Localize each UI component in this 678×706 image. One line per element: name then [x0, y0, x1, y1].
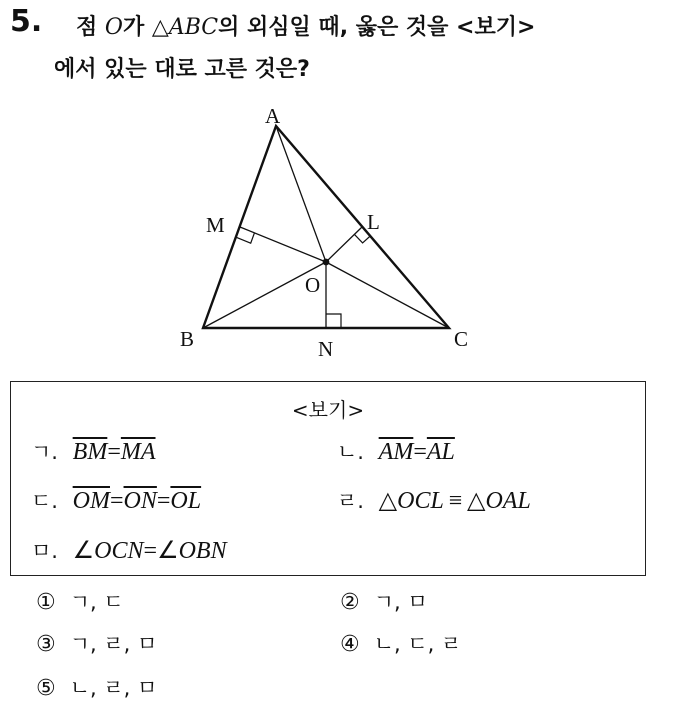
segment-mo: [240, 227, 326, 262]
item-label: ㄹ.: [337, 489, 364, 513]
question-number: 5.: [10, 4, 43, 39]
angle-symbol: ∠: [72, 538, 95, 564]
point-o-symbol: O: [104, 15, 123, 40]
question-text-b: 가: [122, 15, 152, 40]
choice-text: ㄱ, ㄷ: [69, 590, 124, 614]
triangle-abc-symbol: ABC: [168, 15, 219, 40]
item-label: ㅁ.: [31, 539, 58, 563]
choice-text: ㄱ, ㄹ, ㅁ: [69, 632, 158, 656]
choice-3[interactable]: [36, 628, 157, 658]
item-label: ㄷ.: [31, 489, 58, 513]
segment-ol: $\overline{OL}$: [170, 488, 202, 514]
segment-ma: $\overline{MA}$: [120, 439, 156, 465]
choice-4[interactable]: [340, 628, 461, 658]
choice-2[interactable]: [340, 586, 428, 616]
label-o: O: [305, 273, 321, 297]
label-l: L: [367, 210, 380, 234]
label-b: B: [180, 327, 195, 351]
segment-om: $\overline{OM}$: [72, 488, 110, 514]
choice-number: ②: [340, 590, 360, 615]
bogi-box: [10, 381, 646, 576]
equals-sign: =: [156, 488, 171, 514]
bogi-item-3: [31, 485, 201, 515]
choice-number: ③: [36, 632, 56, 657]
choice-text: ㄱ, ㅁ: [373, 590, 428, 614]
triangle-symbol: △: [466, 488, 486, 514]
label-m: M: [206, 213, 225, 237]
choice-5[interactable]: [36, 672, 157, 702]
angle-ocn: OCN: [94, 538, 144, 564]
bogi-item-4: [337, 485, 531, 515]
question-text-c: 의 외심일 때, 옳은 것을 <보기>: [218, 15, 536, 40]
bogi-item-2: [337, 436, 455, 466]
right-angle-mark-m: [236, 233, 254, 243]
equals-sign: =: [109, 488, 124, 514]
right-angle-mark-n: [326, 314, 341, 328]
triangle-ocl: OCL: [397, 488, 444, 514]
circumcenter-o: [323, 259, 330, 266]
segment-lo: [326, 227, 362, 262]
angle-obn: OBN: [178, 538, 227, 564]
question-line-2: 에서 있는 대로 고른 것은?: [54, 57, 310, 82]
segment-am: $\overline{AM}$: [378, 439, 414, 465]
choice-number: ④: [340, 632, 360, 657]
triangle-symbol: △: [151, 15, 169, 40]
angle-symbol: ∠: [157, 538, 179, 564]
segment-co: [326, 262, 449, 328]
choice-1[interactable]: [36, 586, 124, 616]
bogi-item-5: [31, 535, 227, 565]
label-a: A: [265, 104, 281, 128]
equals-sign: =: [413, 439, 427, 465]
item-label: ㄴ.: [337, 440, 364, 464]
choice-number: ⑤: [36, 676, 56, 701]
choice-text: ㄴ, ㄹ, ㅁ: [69, 676, 158, 700]
bogi-title: <보기>: [291, 398, 365, 422]
item-label: ㄱ.: [31, 440, 58, 464]
segment-on: $\overline{ON}$: [123, 488, 157, 514]
congruent-sign: ≡: [448, 488, 463, 514]
label-c: C: [454, 327, 469, 351]
triangle-oal: OAL: [485, 488, 531, 514]
choice-number: ①: [36, 590, 56, 615]
segment-al: $\overline{AL}$: [426, 439, 455, 465]
equals-sign: =: [143, 538, 158, 564]
choice-text: ㄴ, ㄷ, ㄹ: [373, 632, 462, 656]
equals-sign: =: [107, 439, 121, 465]
segment-ao: [276, 126, 326, 262]
label-n: N: [318, 337, 334, 361]
question-text-a: 점: [76, 15, 105, 40]
triangle-symbol: △: [378, 488, 398, 514]
segment-bm: $\overline{BM}$: [72, 439, 108, 465]
bogi-item-1: [31, 436, 156, 466]
